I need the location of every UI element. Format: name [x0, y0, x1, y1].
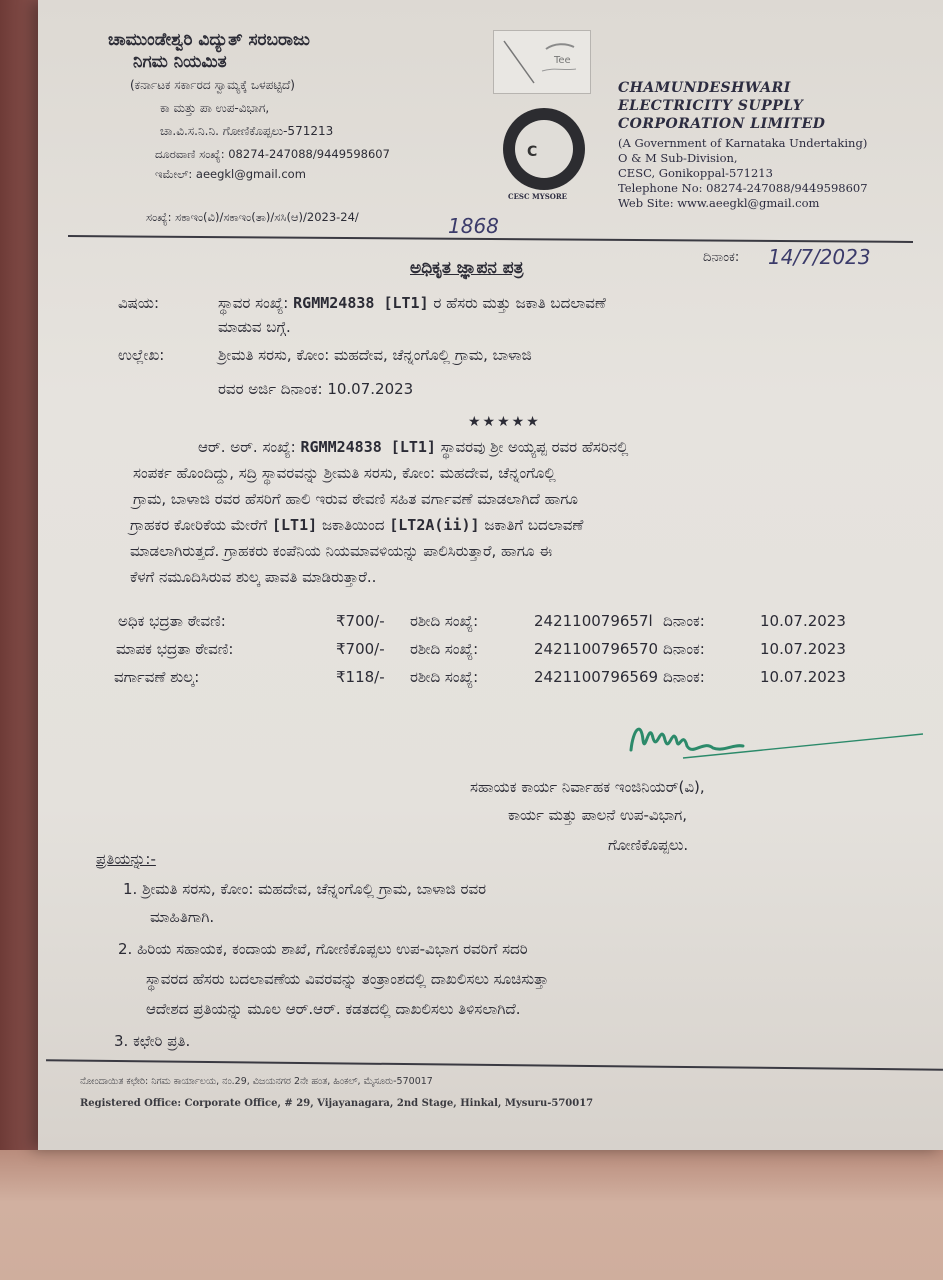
copy-item-1-line-2: ಮಾಹಿತಿಗಾಗಿ. [150, 908, 215, 926]
date-handwritten: 14/7/2023 [768, 245, 871, 269]
footer-divider [46, 1059, 943, 1070]
body-line-6: ಕೆಳಗೆ ನಮೂದಿಸಿರುವ ಶುಲ್ಕ ಪಾವತಿ ಮಾಡಿರುತ್ತಾರೆ.. [130, 568, 377, 586]
cesc-logo: C [503, 108, 585, 190]
body-line-1: ಆರ್. ಅರ್. ಸಂಖ್ಯೆ: RGMM24838 [LT1] ಸ್ಥಾವರವು ಶ್ರೀ ಅಯ್ಯಪ್ಪ ರವರ ಹೆಸರಿನಲ್ಲಿ [198, 438, 629, 456]
fee-amount: ₹700/- [336, 640, 385, 658]
subject-line-1: ಸ್ಥಾವರ ಸಂಖ್ಯೆ: RGMM24838 [LT1] ರ ಹೆಸರು ಮತ್ತು ಜಕಾತಿ ಬದಲಾವಣೆ [218, 294, 606, 312]
corp-line-3: CESC, Gonikoppal-571213 [618, 166, 773, 180]
fee-date-label: ದಿನಾಂಕ: [663, 668, 705, 686]
memo-title: ಅಧಿಕೃತ ಜ್ಞಾಪನ ಪತ್ರ [410, 258, 524, 278]
kn-header-line-3: ಚಾ.ವಿ.ಸ.ನಿ.ನಿ. ಗೋಣಿಕೊಪ್ಪಲು-571213 [160, 124, 334, 138]
body-line-4: ಗ್ರಾಹಕರ ಕೋರಿಕೆಯ ಮೇರೆಗೆ [LT1] ಜಕಾತಿಯಿಂದ [LT2A(ii)] ಜಕಾತಿಗೆ ಬದಲಾವಣೆ [130, 516, 584, 534]
body-line-5: ಮಾಡಲಾಗಿರುತ್ತದೆ. ಗ್ರಾಹಕರು ಕಂಪೆನಿಯ ನಿಯಮಾವಳಿಯನ್ನು ಪಾಲಿಸಿರುತ್ತಾರೆ, ಹಾಗೂ ಈ [130, 542, 553, 560]
copy-item-3: 3. ಕಛೇರಿ ಪ್ರತಿ. [114, 1032, 191, 1050]
svg-text:Tee: Tee [554, 55, 571, 66]
kn-header-email: ಇಮೇಲ್: aeegkl@gmail.com [155, 167, 306, 181]
separator-stars: ★★★★★ [468, 414, 541, 430]
fee-label: ಅಧಿಕ ಭದ್ರತಾ ಠೇವಣಿ: [118, 612, 226, 630]
footer-english: Registered Office: Corporate Office, # 29, Vijayanagara, 2nd Stage, Hinkal, Mysuru-570017 [80, 1098, 594, 1109]
fee-receipt-number: 2421100796569 [534, 668, 659, 686]
signatory-office: ಕಾರ್ಯ ಮತ್ತು ಪಾಲನೆ ಉಪ-ವಿಭಾಗ, [508, 806, 688, 824]
fee-receipt-label: ರಶೀದಿ ಸಂಖ್ಯೆ: [410, 668, 479, 686]
copy-item-2-line-2: ಸ್ಥಾವರದ ಹೆಸರು ಬದಲಾವಣೆಯ ವಿವರವನ್ನು ತಂತ್ರಾಂಶದಲ್ಲಿ ದಾಖಲಿಸಲು ಸೂಚಿಸುತ್ತಾ [146, 970, 549, 988]
fee-amount: ₹118/- [336, 668, 385, 686]
body-line-3: ಗ್ರಾಮ, ಬಾಳಾಜಿ ರವರ ಹೆಸರಿಗೆ ಹಾಲಿ ಇರುವ ಠೇವಣಿ ಸಹಿತ ವರ್ಗಾವಣೆ ಮಾಡಲಾಗಿದೆ ಹಾಗೂ [133, 490, 578, 508]
signatory-place: ಗೋಣಿಕೊಪ್ಪಲು. [608, 836, 689, 854]
body-line-2: ಸಂಪರ್ಕ ಹೊಂದಿದ್ದು, ಸದ್ರಿ ಸ್ಥಾವರವನ್ನು ಶ್ರೀಮತಿ ಸರಸು, ಕೋಂ: ಮಹದೇವ, ಚೆನ್ನಂಗೊಲ್ಲಿ [133, 464, 556, 482]
copy-item-2-line-1: 2. ಹಿರಿಯ ಸಹಾಯಕ, ಕಂದಾಯ ಶಾಖೆ, ಗೋಣಿಕೊಪ್ಪಲು ಉಪ-ವಿಭಾಗ ರವರಿಗೆ ಸದರಿ [118, 940, 528, 958]
fee-date-label: ದಿನಾಂಕ: [663, 640, 705, 658]
corp-name-line-3: CORPORATION LIMITED [618, 116, 826, 132]
fee-date: 10.07.2023 [760, 668, 846, 686]
corp-phone: Telephone No: 08274-247088/9449598607 [618, 181, 868, 195]
subject-line-2: ಮಾಡುವ ಬಗ್ಗೆ. [218, 318, 291, 336]
fee-receipt-number: 2421100796570 [534, 640, 659, 658]
fee-date: 10.07.2023 [760, 612, 846, 630]
letter-page [38, 0, 943, 1150]
kn-header-phone: ದೂರವಾಣಿ ಸಂಖ್ಯೆ: 08274-247088/9449598607 [155, 147, 390, 161]
copy-item-2-line-3: ಆದೇಶದ ಪ್ರತಿಯನ್ನು ಮೂಲ ಆರ್.ಆರ್. ಕಡತದಲ್ಲಿ ದಾಖಲಿಸಲು ತಿಳಿಸಲಾಗಿದೆ. [146, 1000, 521, 1018]
corp-name-line-2: ELECTRICITY SUPPLY [618, 98, 804, 114]
date-label: ದಿನಾಂಕ: [703, 250, 740, 265]
kn-company-name: ಚಾಮುಂಡೇಶ್ವರಿ ವಿದ್ಯುತ್ ಸರಬರಾಜು [108, 30, 310, 50]
fee-receipt-label: ರಶೀದಿ ಸಂಖ್ಯೆ: [410, 640, 479, 658]
corp-line-2: O & M Sub-Division, [618, 151, 738, 165]
fee-amount: ₹700/- [336, 612, 385, 630]
reference-number-handwritten: 1868 [448, 214, 499, 238]
copies-label: ಪ್ರತಿಯನ್ನು:- [96, 850, 156, 868]
fee-label: ವರ್ಗಾವಣೆ ಶುಲ್ಕ: [114, 668, 200, 686]
reference-number-printed: ಸಂಖ್ಯೆ: ಸಕಾಇಂ(ವಿ)/ಸಕಾಇಂ(ತಾ)/ಸಸಿ(ಆ)/2023-24/ [146, 210, 359, 224]
corp-line-1: (A Government of Karnataka Undertaking) [618, 136, 868, 150]
kn-company-suffix: ನಿಗಮ ನಿಯಮಿತ [133, 52, 227, 72]
fee-receipt-number: 242110079657l [534, 612, 653, 630]
subject-label: ವಿಷಯ: [118, 294, 159, 312]
reference-line-2: ರವರ ಅರ್ಜಿ ದಿನಾಂಕ: 10.07.2023 [218, 380, 414, 398]
reference-label: ಉಲ್ಲೇಖ: [118, 346, 165, 364]
kn-header-line-2: ಕಾ ಮತ್ತು ಪಾ ಉಪ-ವಿಭಾಗ, [160, 101, 270, 115]
background-table [0, 1150, 943, 1280]
logo-caption: CESC MYSORE [508, 192, 568, 201]
copy-item-1-line-1: 1. ಶ್ರೀಮತಿ ಸರಸು, ಕೋಂ: ಮಹದೇವ, ಚೆನ್ನಂಗೊಲ್ಲಿ ಗ್ರಾಮ, ಬಾಳಾಜಿ ರವರ [123, 880, 487, 898]
corp-name-line-1: CHAMUNDESHWARI [618, 80, 791, 96]
fee-label: ಮಾಪಕ ಭದ್ರತಾ ಠೇವಣಿ: [116, 640, 234, 658]
corporation-emblem-top [493, 30, 591, 94]
footer-kannada: ನೋಂದಾಯಿತ ಕಛೇರಿ: ನಿಗಮ ಕಾರ್ಯಾಲಯ, ನಂ.29, ವಿಜಯನಗರ 2ನೇ ಹಂತ, ಹಿಂಕಲ್, ಮೈಸೂರು-570017 [80, 1076, 433, 1087]
reference-line-1: ಶ್ರೀಮತಿ ಸರಸು, ಕೋಂ: ಮಹದೇವ, ಚೆನ್ನಂಗೊಲ್ಲಿ ಗ್ರಾಮ, ಬಾಳಾಜಿ [218, 346, 532, 364]
kn-header-line-1: (ಕರ್ನಾಟಕ ಸರ್ಕಾರದ ಸ್ವಾಮ್ಯಕ್ಕೆ ಒಳಪಟ್ಟಿದೆ) [130, 78, 295, 92]
corp-website: Web Site: www.aeegkl@gmail.com [618, 196, 820, 210]
fee-date: 10.07.2023 [760, 640, 846, 658]
fee-date-label: ದಿನಾಂಕ: [663, 612, 705, 630]
handwritten-signature [623, 700, 923, 770]
fee-receipt-label: ರಶೀದಿ ಸಂಖ್ಯೆ: [410, 612, 479, 630]
signatory-designation: ಸಹಾಯಕ ಕಾರ್ಯ ನಿರ್ವಾಹಕ ಇಂಜಿನಿಯರ್(ವಿ), [470, 778, 705, 796]
